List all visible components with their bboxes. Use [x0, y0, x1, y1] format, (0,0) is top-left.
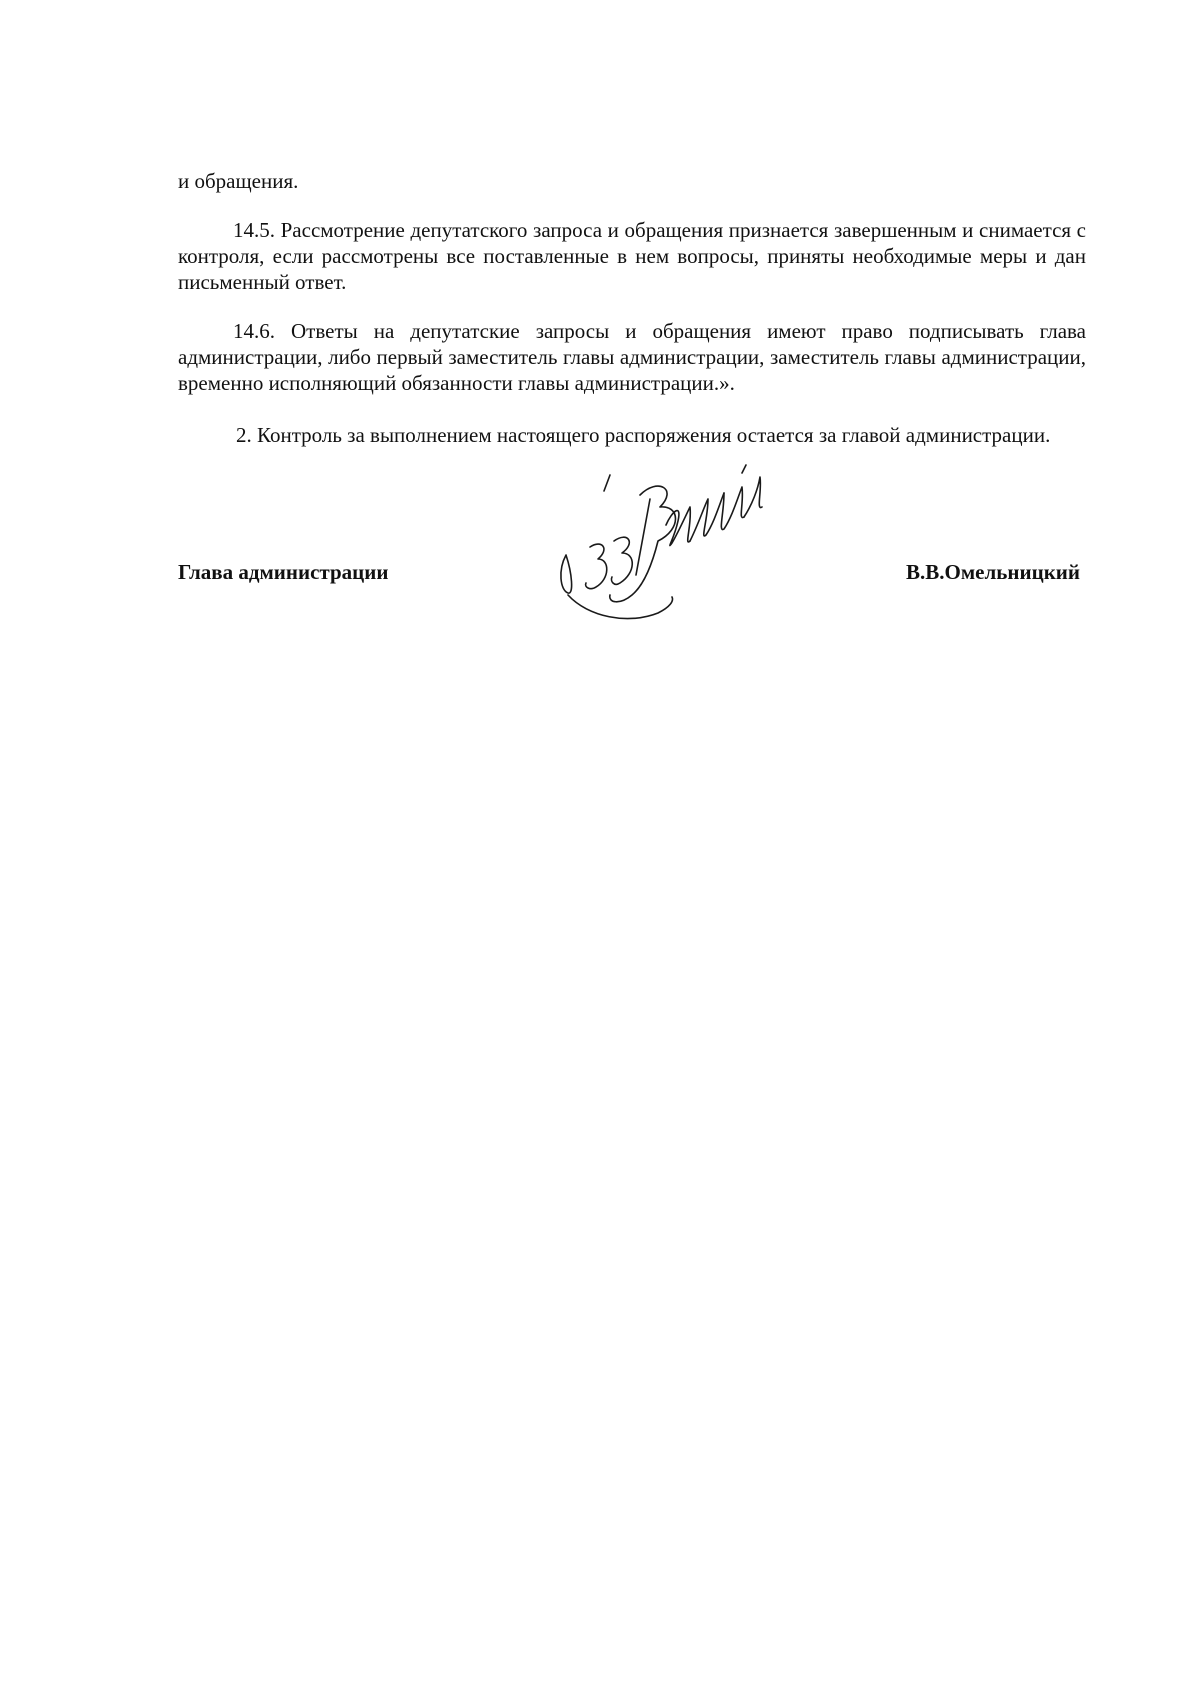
signatory-name: В.В.Омельницкий	[906, 560, 1080, 584]
paragraph-text: и обращения.	[178, 169, 299, 193]
signature-row	[178, 560, 1086, 590]
paragraph-text: 14.5. Рассмотрение депутатского запроса и обращения признается завершенным и снимается с контроля, если рассмотрены все поставленные в нем вопросы, приняты необходимые меры и дан письменный ответ.	[178, 218, 1086, 294]
signatory-title: Глава администрации	[178, 560, 389, 584]
paragraph-14-6	[178, 318, 1086, 396]
paragraph-text: 14.6. Ответы на депутатские запросы и обращения имеют право подписывать глава администрации, либо первый заместитель главы администрации, заместитель главы администрации, временно исполняющий обязанности главы администрации.».	[178, 319, 1086, 395]
paragraph-continuation	[178, 168, 1086, 194]
paragraph-text: 2. Контроль за выполнением настоящего распоряжения остается за главой администрации.	[236, 423, 1051, 447]
handwritten-signature	[548, 455, 788, 630]
paragraph-2	[178, 422, 1086, 448]
paragraph-14-5	[178, 217, 1086, 295]
